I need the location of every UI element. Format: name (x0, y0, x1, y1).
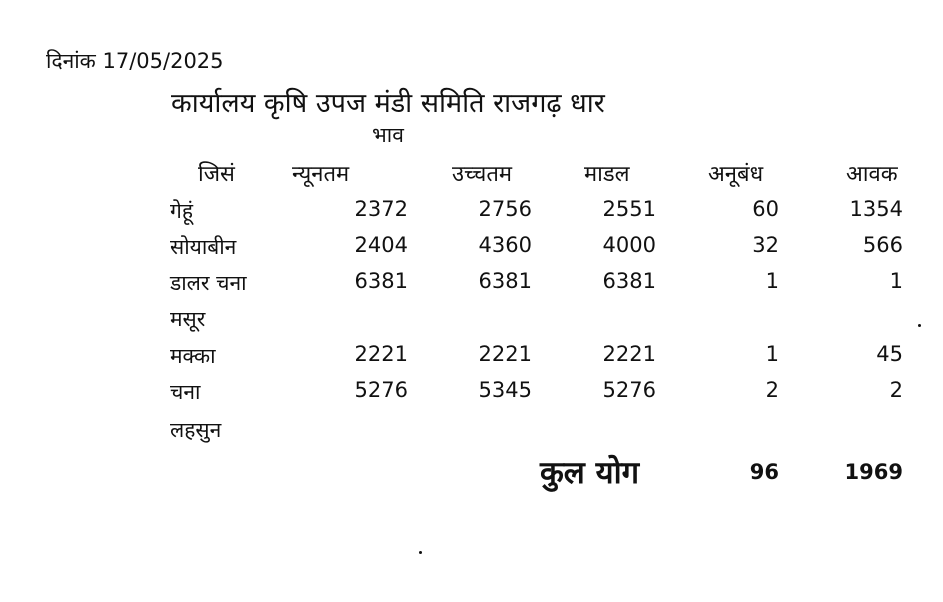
total-contract: 96 (749, 460, 779, 484)
header-commodity: जिसं (198, 162, 235, 187)
date-label: दिनांक 17/05/2025 (46, 49, 224, 73)
commodity-name: मक्का (170, 344, 216, 368)
max-price: 4360 (478, 233, 532, 257)
min-price: 6381 (354, 269, 408, 293)
modal-price: 4000 (602, 233, 656, 257)
contract-count: 60 (752, 197, 779, 221)
header-arrival: आवक (846, 162, 898, 187)
table-row (0, 197, 943, 229)
contract-count: 2 (765, 378, 779, 402)
commodity-name: मसूर (170, 307, 206, 331)
commodity-name: चना (170, 380, 201, 404)
contract-count: 1 (765, 269, 779, 293)
stray-dot-mark (918, 324, 921, 327)
commodity-name: गेहूं (170, 199, 193, 223)
max-price: 2221 (478, 342, 532, 366)
commodity-name: डालर चना (170, 271, 247, 295)
min-price: 2372 (354, 197, 408, 221)
header-contract: अनूबंध (708, 162, 764, 187)
stray-dot-mark (419, 551, 422, 554)
max-price: 2756 (478, 197, 532, 221)
modal-price: 6381 (602, 269, 656, 293)
modal-price: 2551 (602, 197, 656, 221)
arrival-count: 45 (876, 342, 903, 366)
min-price: 5276 (354, 378, 408, 402)
modal-price: 2221 (602, 342, 656, 366)
bhav-label: भाव (372, 123, 404, 147)
modal-price: 5276 (602, 378, 656, 402)
total-arrival: 1969 (844, 460, 903, 484)
header-max: उच्चतम (452, 162, 513, 187)
arrival-count: 2 (889, 378, 903, 402)
table-row (0, 378, 943, 410)
contract-count: 1 (765, 342, 779, 366)
max-price: 6381 (478, 269, 532, 293)
table-row (0, 342, 943, 374)
header-min: न्यूनतम (292, 162, 350, 187)
max-price: 5345 (478, 378, 532, 402)
contract-count: 32 (752, 233, 779, 257)
arrival-count: 566 (862, 233, 903, 257)
arrival-count: 1354 (849, 197, 903, 221)
table-row (0, 233, 943, 265)
commodity-name: लहसुन (170, 418, 222, 442)
arrival-count: 1 (889, 269, 903, 293)
commodity-name: सोयाबीन (170, 235, 237, 259)
min-price: 2404 (354, 233, 408, 257)
office-title: कार्यालय कृषि उपज मंडी समिति राजगढ़ धार (171, 88, 605, 119)
table-row (0, 269, 943, 301)
min-price: 2221 (354, 342, 408, 366)
table-row (0, 305, 943, 337)
table-row (0, 416, 943, 448)
total-label: कुल योग (540, 455, 640, 491)
header-modal: माडल (584, 162, 630, 187)
